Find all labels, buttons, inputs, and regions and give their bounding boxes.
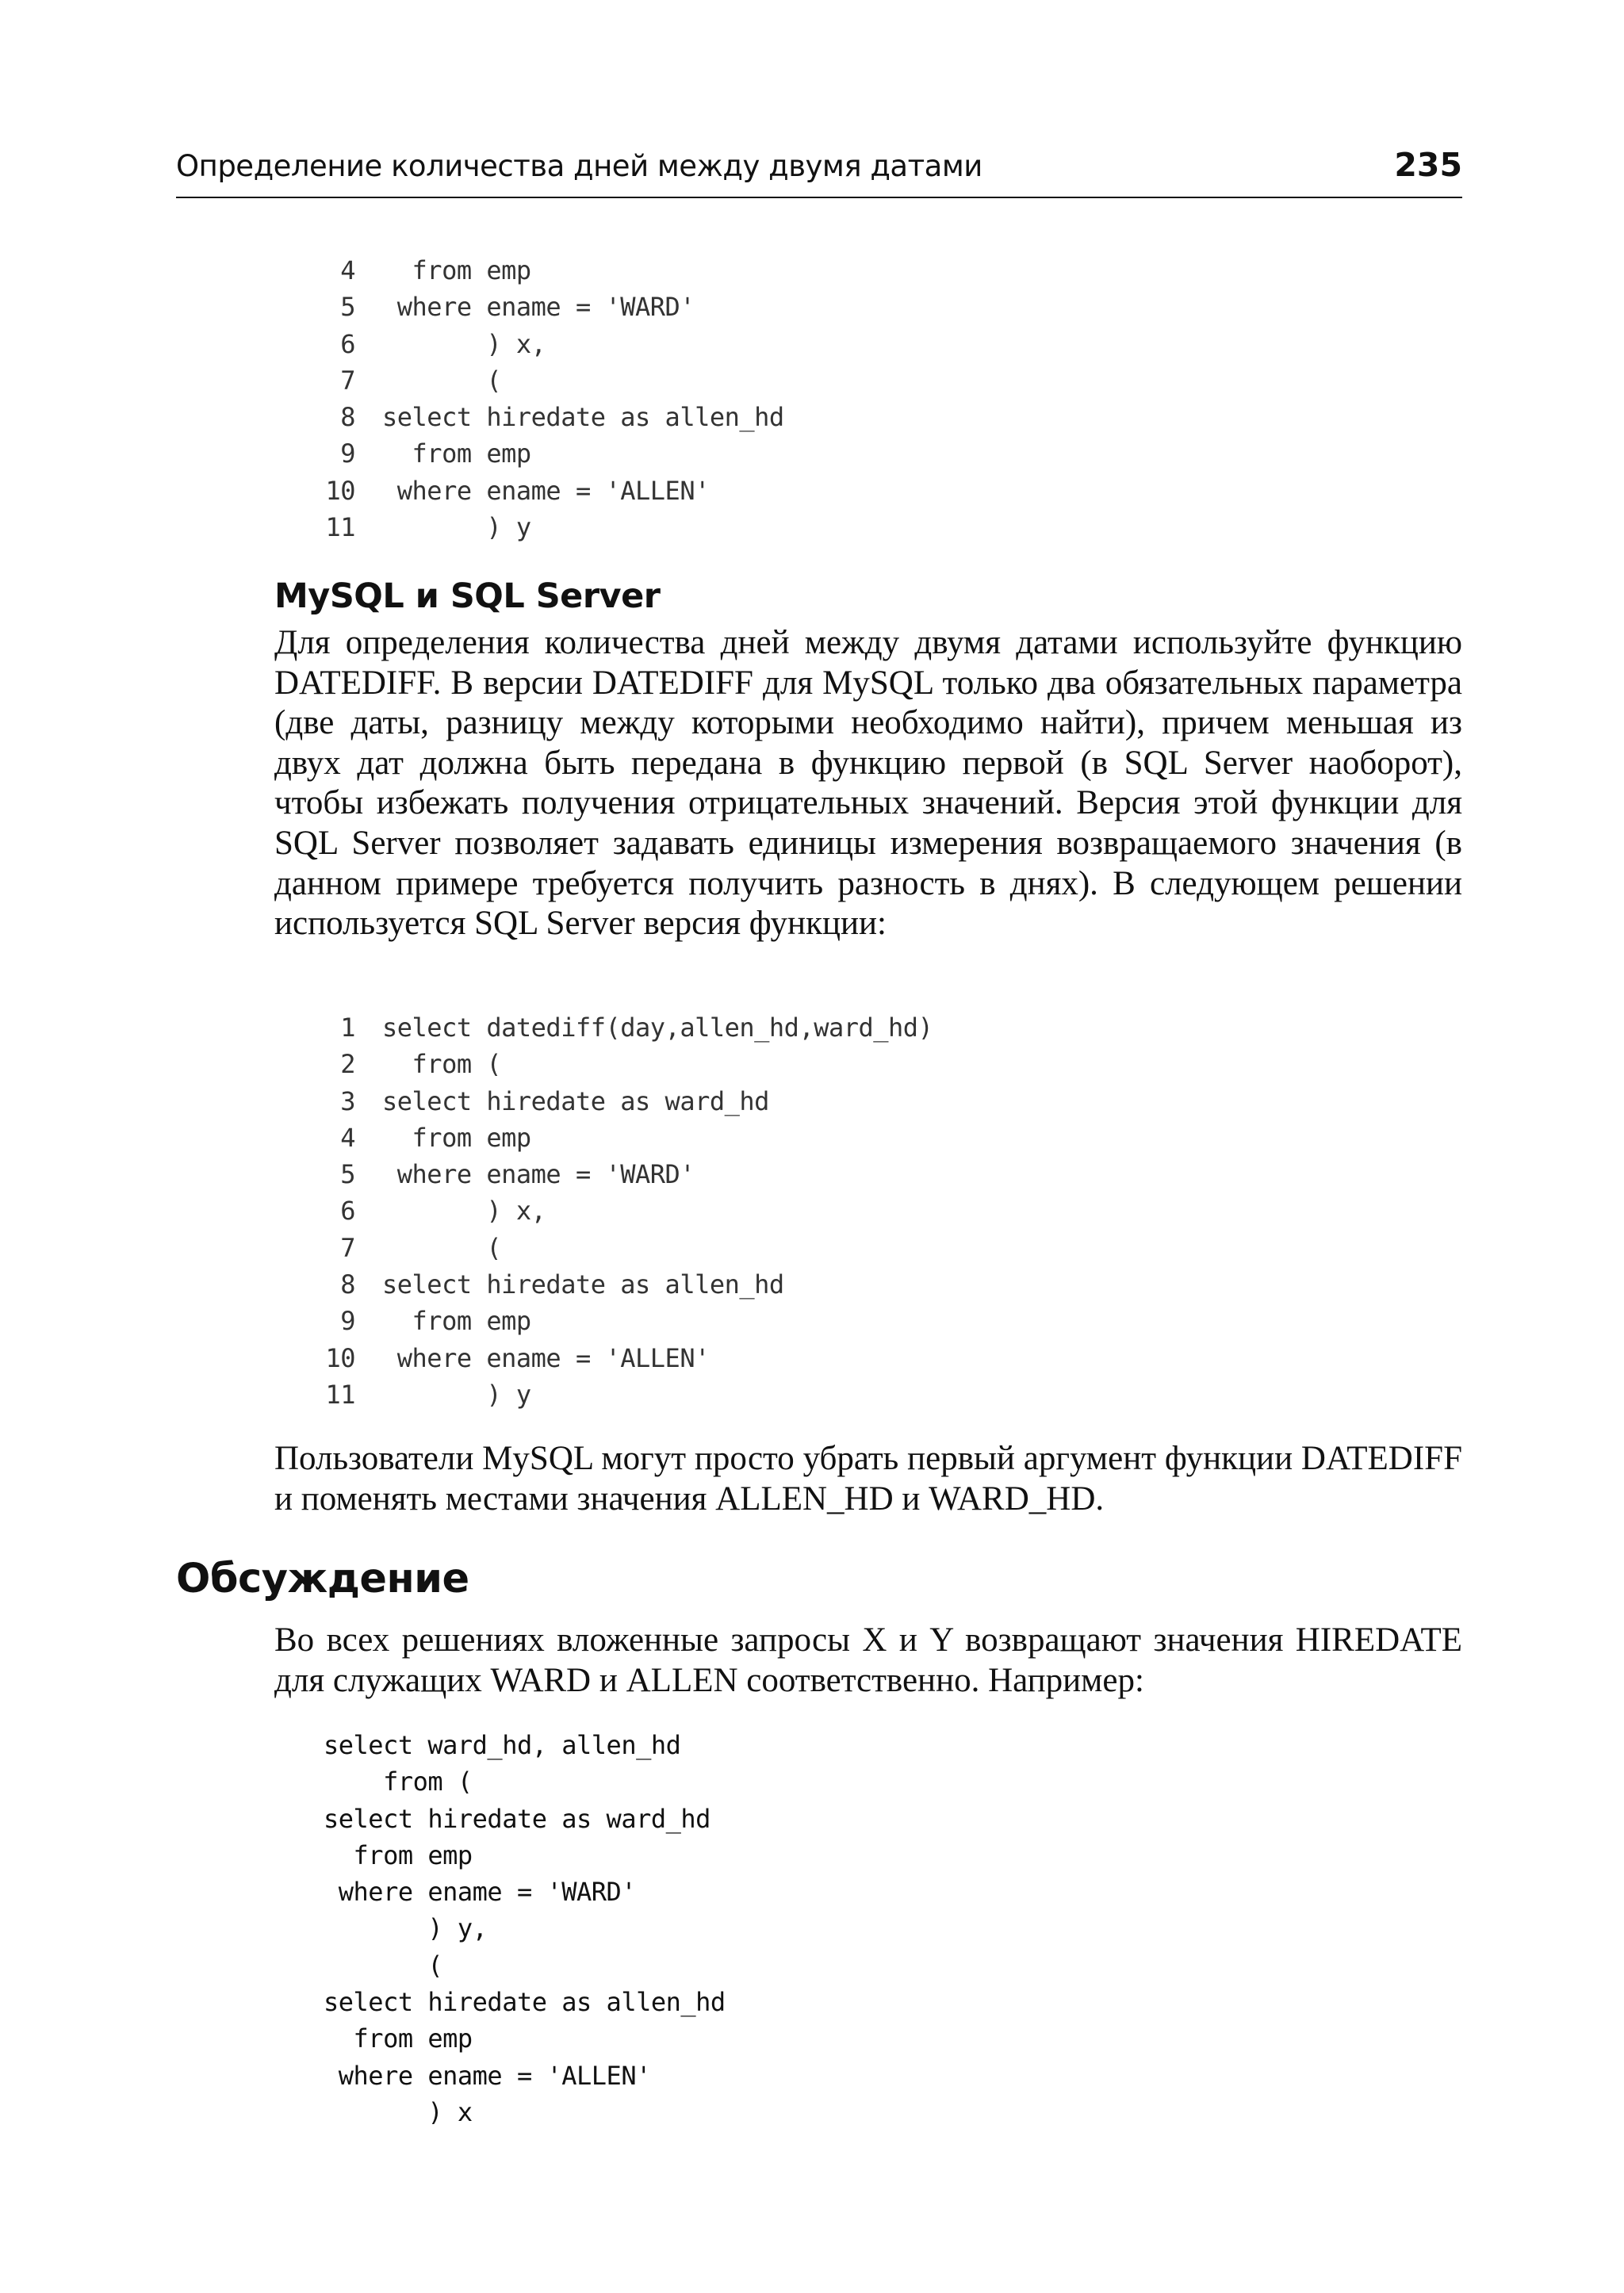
- page-number: 235: [1394, 146, 1462, 184]
- line-number: 5: [340, 1159, 355, 1190]
- code-text: (: [382, 1232, 502, 1263]
- code-text: from (: [382, 1049, 502, 1080]
- line-number: 8: [340, 402, 355, 433]
- code-text: where ename = 'ALLEN': [382, 475, 710, 506]
- example-code-line: from emp: [324, 1839, 473, 1870]
- section-heading-mysql: MySQL и SQL Server: [274, 576, 661, 616]
- code-text: ) x,: [382, 1196, 546, 1227]
- code-text: from emp: [382, 438, 531, 469]
- line-number: 6: [340, 328, 355, 359]
- code-text: ) x,: [382, 328, 546, 359]
- code-text: select hiredate as allen_hd: [382, 1269, 784, 1300]
- code-text: (: [382, 365, 502, 396]
- line-number: 7: [340, 365, 355, 396]
- line-number: 11: [325, 1379, 355, 1410]
- line-number: 1: [340, 1013, 355, 1043]
- code-text: where ename = 'WARD': [382, 1159, 695, 1190]
- example-code-line: where ename = 'ALLEN': [324, 2060, 651, 2091]
- code-text: select datediff(day,allen_hd,ward_hd): [382, 1013, 933, 1043]
- line-number: 9: [340, 1306, 355, 1337]
- example-code-line: from emp: [324, 2023, 473, 2054]
- line-number: 5: [340, 292, 355, 323]
- paragraph-discussion: Во всех решениях вложенные запросы X и Y возвращают значения HIREDATE для служащих WARD и ALLEN соответственно. Например:: [274, 1621, 1462, 1699]
- code-text: from emp: [382, 1122, 531, 1153]
- line-number: 10: [325, 475, 355, 506]
- code-text: ) y: [382, 1379, 531, 1410]
- example-code-line: where ename = 'WARD': [324, 1877, 637, 1908]
- line-number: 8: [340, 1269, 355, 1300]
- line-number: 11: [325, 512, 355, 543]
- example-query: [324, 1727, 726, 2130]
- code-text: select hiredate as ward_hd: [382, 1085, 769, 1116]
- paragraph-datediff: Для определения количества дней между двумя датами используйте функцию DATEDIFF. В версии DATEDIFF для MySQL только два обязательных параметра (две даты, разницу между которыми необходимо найти), причем меньшая из двух дат должна быть передана в функцию первой (в SQL Server наоборот), чтобы избежать получения отрицательных значений. Версия этой функции для SQL Server позволяет задавать единицы измерения возвращаемого значения (в данном примере требуется получить разность в днях). В следующем решении используется SQL Server версия функции:: [274, 624, 1462, 943]
- example-code-line: ) x: [324, 2096, 473, 2127]
- line-number: 9: [340, 438, 355, 469]
- line-number: 6: [340, 1196, 355, 1227]
- section-heading-discussion: Обсуждение: [176, 1556, 469, 1602]
- example-code-line: (: [324, 1950, 443, 1981]
- code-text: where ename = 'WARD': [382, 292, 695, 323]
- example-code-line: select hiredate as allen_hd: [324, 1987, 726, 2018]
- line-number: 4: [340, 255, 355, 285]
- code-text: from emp: [382, 1306, 531, 1337]
- running-title: Определение количества дней между двумя датами: [176, 149, 982, 183]
- code-text: ) y: [382, 512, 531, 543]
- example-code-line: ) y,: [324, 1913, 488, 1944]
- line-number: 4: [340, 1122, 355, 1153]
- example-code-line: from (: [324, 1767, 473, 1797]
- paragraph-mysql-users: Пользователи MySQL могут просто убрать первый аргумент функции DATEDIFF и поменять местами значения ALLEN_HD и WARD_HD.: [274, 1440, 1462, 1518]
- line-number: 3: [340, 1085, 355, 1116]
- line-number: 7: [340, 1232, 355, 1263]
- example-code-line: select hiredate as ward_hd: [324, 1803, 710, 1834]
- example-code-line: select ward_hd, allen_hd: [324, 1730, 681, 1760]
- code-text: select hiredate as allen_hd: [382, 402, 784, 433]
- line-number: 10: [325, 1342, 355, 1373]
- line-number: 2: [340, 1049, 355, 1080]
- code-text: where ename = 'ALLEN': [382, 1342, 710, 1373]
- code-text: from emp: [382, 255, 531, 285]
- running-header: [176, 147, 1462, 198]
